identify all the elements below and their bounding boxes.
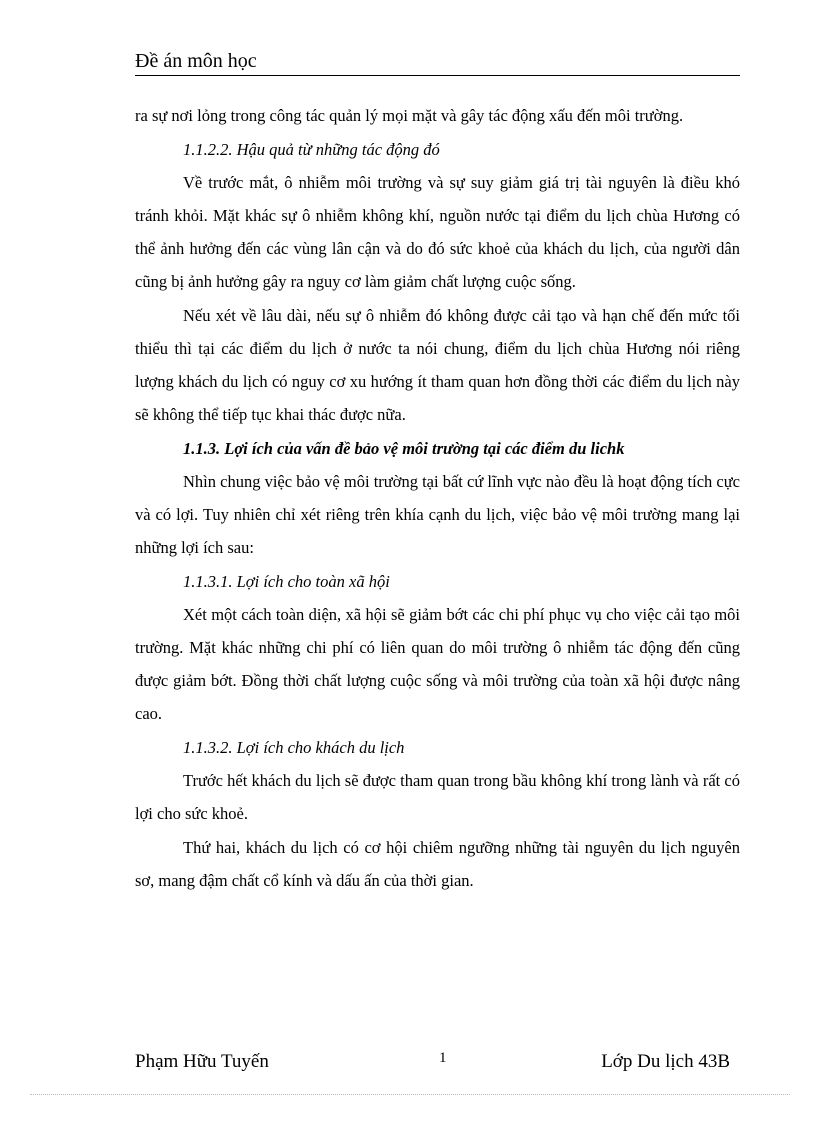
paragraph: Nếu xét về lâu dài, nếu sự ô nhiễm đó không được cải tạo và hạn chế đến mức tối thiểu thì tại các điểm du lịch ở nước ta nói chung, điểm du lịch chùa Hương nói riêng lượng khách du lịch có nguy cơ xu hướng ít tham quan hơn đồng thời các điểm du lịch này sẽ không thể tiếp tục khai thác được nữa. (135, 306, 740, 424)
page-number: 1 (439, 1050, 447, 1066)
paragraph: Về trước mắt, ô nhiễm môi trường và sự suy giảm giá trị tài nguyên là điều khó tránh khỏi. Mặt khác sự ô nhiễm không khí, nguồn nước tại điểm du lịch chùa Hương có thể ảnh hưởng đến các vùng lân cận và do đó sức khoẻ của khách du lịch, của người dân cũng bị ảnh hưởng gây ra nguy cơ làm giảm chất lượng cuộc sống. (135, 173, 740, 291)
section-heading-1-1-3-1: 1.1.3.1. Lợi ích cho toàn xã hội (183, 572, 390, 591)
page-header (135, 48, 740, 76)
section-heading-1-1-3: 1.1.3. Lợi ích của vấn đề bảo vệ môi trường tại các điểm du lichk (183, 439, 625, 458)
page-bottom-divider (30, 1094, 790, 1095)
paragraph: Trước hết khách du lịch sẽ được tham quan trong bầu không khí trong lành và rất có lợi cho sức khoẻ. (135, 771, 740, 823)
paragraph: ra sự nơi lỏng trong công tác quản lý mọi mặt và gây tác động xấu đến môi trường. (135, 106, 684, 125)
paragraph: Xét một cách toàn diện, xã hội sẽ giảm bớt các chi phí phục vụ cho việc cải tạo môi trường. Mặt khác những chi phí có liên quan do môi trường ô nhiễm tác động đến cũng được giảm bớt. Đồng thời chất lượng cuộc sống và môi trường của toàn xã hội được nâng cao. (135, 605, 740, 723)
paragraph: Nhìn chung việc bảo vệ môi trường tại bất cứ lĩnh vực nào đều là hoạt động tích cực và có lợi. Tuy nhiên chỉ xét riêng trên khía cạnh du lịch, việc bảo vệ môi trường mang lại những lợi ích sau: (135, 472, 740, 557)
footer-class: Lớp Du lịch 43B (601, 1051, 730, 1072)
page-body (135, 99, 740, 898)
paragraph: Thứ hai, khách du lịch có cơ hội chiêm ngưỡng những tài nguyên du lịch nguyên sơ, mang đậm chất cổ kính và dấu ấn của thời gian. (135, 838, 740, 890)
section-heading-1-1-2-2: 1.1.2.2. Hậu quả từ những tác động đó (183, 140, 440, 159)
document-title: Đề án môn học (135, 50, 257, 72)
section-heading-1-1-3-2: 1.1.3.2. Lợi ích cho khách du lịch (183, 738, 405, 757)
footer-author: Phạm Hữu Tuyến (135, 1051, 269, 1072)
